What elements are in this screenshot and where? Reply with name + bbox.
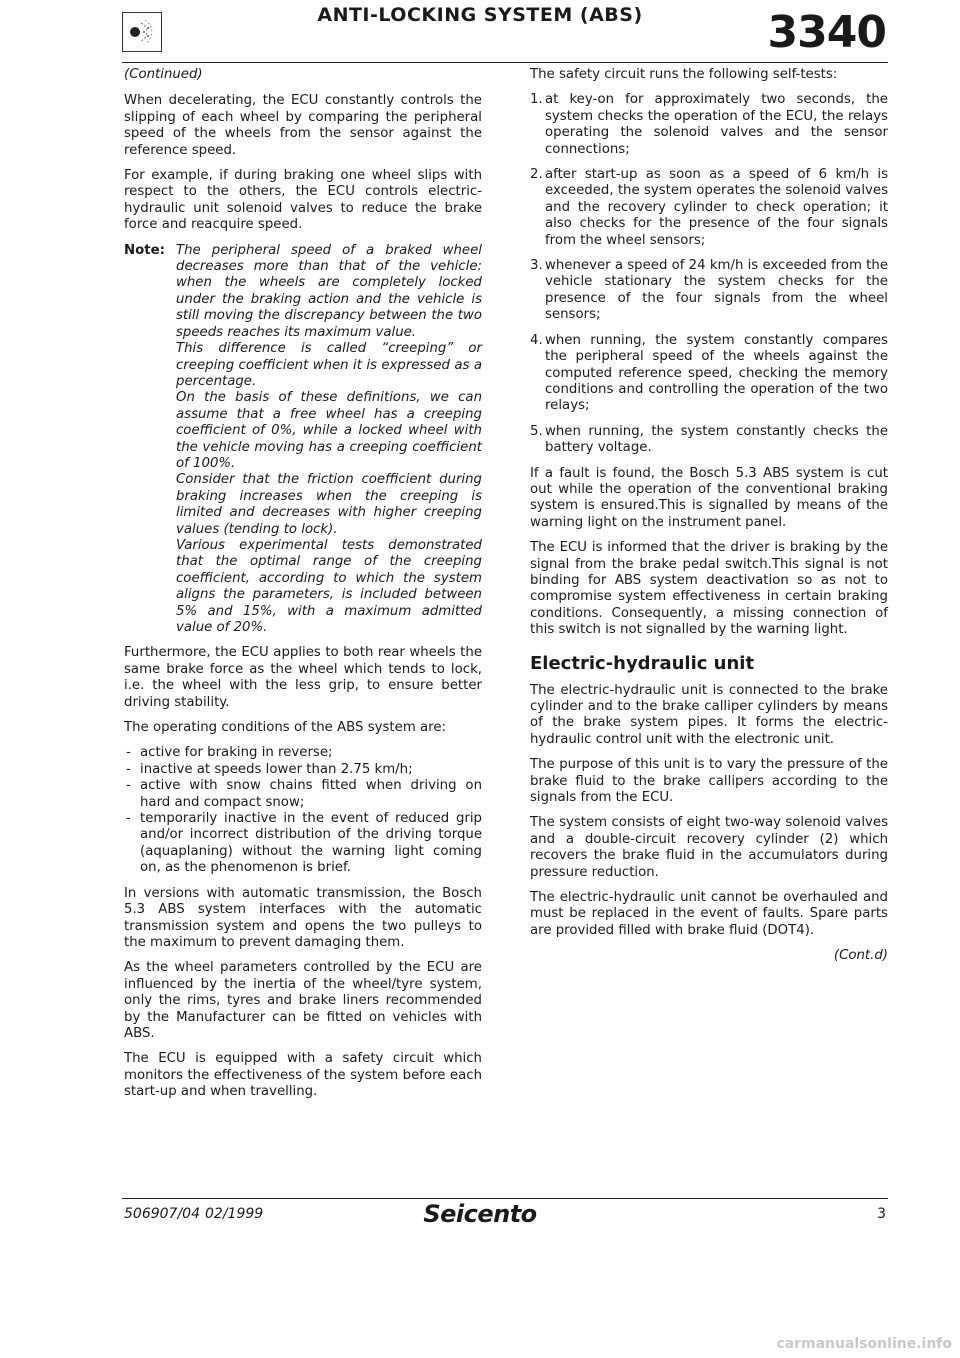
watermark: carmanualsonline.info — [776, 1336, 952, 1352]
document-code: 506907/04 — [124, 1206, 200, 1222]
note-body — [176, 243, 482, 637]
list-text: whenever a speed of 24 km/h is exceeded from the vehicle stationary the system checks for the presence of the four signals from the wheel sensors; — [545, 258, 888, 323]
list-item — [530, 424, 888, 457]
list-item — [530, 333, 888, 415]
page-title: ANTI-LOCKING SYSTEM (ABS) — [317, 4, 643, 26]
footer-divider — [122, 1198, 888, 1199]
brand-name: Seicento — [423, 1200, 537, 1228]
paragraph: The ECU is informed that the driver is braking by the signal from the brake pedal switch.This signal is not binding for ABS system deactivation so as not to compromise system effectiveness in certain braking conditions. Consequently, a missing connection of this switch is not signalled by the warning light. — [530, 540, 888, 638]
header-divider — [122, 62, 888, 63]
list-item: - active with snow chains fitted when driving on hard and compact snow; — [124, 778, 482, 811]
section-heading: Electric-hydraulic unit — [530, 652, 755, 674]
paragraph: The electric-hydraulic unit cannot be overhauled and must be replaced in the event of faults. Spare parts are provided filled with brake fluid (DOT4). — [530, 890, 888, 938]
list-number: 5. — [530, 423, 543, 439]
list-item — [530, 92, 888, 158]
list-item — [530, 167, 888, 249]
self-tests-list — [530, 92, 888, 456]
page-number: 3 — [877, 1206, 886, 1222]
paragraph: The electric-hydraulic unit is connected to the brake cylinder and to the brake calliper cylinders by means of the brake system pipes. It forms the electric-hydraulic control unit with the electronic unit. — [530, 682, 888, 747]
list-text: after start-up as soon as a speed of 6 km/h is exceeded, the system operates the solenoid valves and the recovery cylinder to check operation; it also checks for the presence of the four signals from the wheel sensors; — [545, 167, 888, 248]
paragraph: The ECU is equipped with a safety circuit which monitors the effectiveness of the system before each start-up and when travelling. — [124, 1051, 482, 1100]
section-code: 3340 — [767, 7, 886, 58]
note-block — [124, 243, 482, 637]
list-number: 3. — [530, 258, 543, 274]
paragraph: When decelerating, the ECU constantly controls the slipping of each wheel by comparing the peripheral speed of the wheels from the sensor against the reference speed. — [124, 93, 482, 158]
list-item: - temporarily inactive in the event of reduced grip and/or incorrect distribution of the driving torque (aquaplaning) without the warning light coming on, as the phenomenon is brief. — [124, 811, 482, 877]
list-item: - active for braking in reverse; — [124, 745, 482, 761]
list-text: when running, the system constantly compares the peripheral speed of the wheels against the computed reference speed, checking the memory conditions and controlling the operation of the two relays; — [545, 332, 888, 414]
list-number: 1. — [530, 92, 543, 108]
list-number: 2. — [530, 167, 543, 183]
paragraph: If a fault is found, the Bosch 5.3 ABS system is cut out while the operation of the conventional braking system is ensured.This is signalled by means of the warning light on the instrument panel. — [530, 465, 888, 530]
paragraph: Furthermore, the ECU applies to both rear wheels the same brake force as the wheel which tends to lock, i.e. the wheel with the less grip, to ensure better driving stability. — [124, 645, 482, 710]
list-number: 4. — [530, 332, 543, 348]
note-line: This difference is called “creeping” or creeping coefficient when it is expressed as a percentage. — [176, 341, 482, 389]
paragraph: In versions with automatic transmission, the Bosch 5.3 ABS system interfaces with the automatic transmission system and opens the two pulleys to the maximum to prevent damaging them. — [124, 885, 482, 950]
right-column — [530, 67, 888, 974]
conditions-list — [124, 745, 482, 876]
list-text: at key-on for approximately two seconds, the system checks the operation of the ECU, the relays operating the solenoid valves and the sensor connections; — [545, 92, 888, 157]
list-item — [530, 258, 888, 324]
continued-label: (Cont.d) — [833, 948, 888, 964]
paragraph: The system consists of eight two-way solenoid valves and a double-circuit recovery cylinder (2) which recovers the brake fluid in the accumulators during pressure reduction. — [530, 815, 888, 880]
paragraph: The operating conditions of the ABS system are: — [124, 720, 446, 736]
left-column — [124, 67, 482, 1110]
paragraph: The safety circuit runs the following self-tests: — [530, 67, 838, 82]
paragraph: The purpose of this unit is to vary the pressure of the brake fluid to the brake callipers according to the signals from the ECU. — [530, 757, 888, 806]
paragraph: For example, if during braking one wheel slips with respect to the others, the ECU controls electric-hydraulic unit solenoid valves to reduce the brake force and reacquire speed. — [124, 168, 482, 233]
paragraph: As the wheel parameters controlled by the ECU are influenced by the inertia of the wheel/tyre system, only the rims, tyres and brake liners recommended by the Manufacturer can be fitted on vehicles with ABS. — [124, 960, 482, 1041]
note-label: Note: — [124, 242, 165, 258]
note-line: On the basis of these definitions, we can assume that a free wheel has a creeping coefficient of 0%, while a locked wheel with the vehicle moving has a creeping coefficient of 100%. — [176, 390, 482, 471]
document-date: 02/1999 — [205, 1206, 264, 1222]
note-line: Consider that the friction coefficient during braking increases when the creeping is limited and decreases with higher creeping values (tending to lock). — [176, 472, 482, 537]
continued-label: (Continued) — [124, 67, 203, 82]
list-item: - inactive at speeds lower than 2.75 km/h; — [124, 762, 482, 778]
note-line: The peripheral speed of a braked wheel decreases more than that of the vehicle: when the wheels are completely locked under the braking action and the vehicle is still moving the discrepancy between the two speeds reaches its maximum value. — [176, 242, 482, 340]
note-line: Various experimental tests demonstrated that the optimal range of the creeping coefficient, according to which the system aligns the parameters, is included between 5% and 15%, with a maximum admitted value of 20%. — [176, 537, 482, 635]
list-text: when running, the system constantly checks the battery voltage. — [545, 423, 888, 456]
